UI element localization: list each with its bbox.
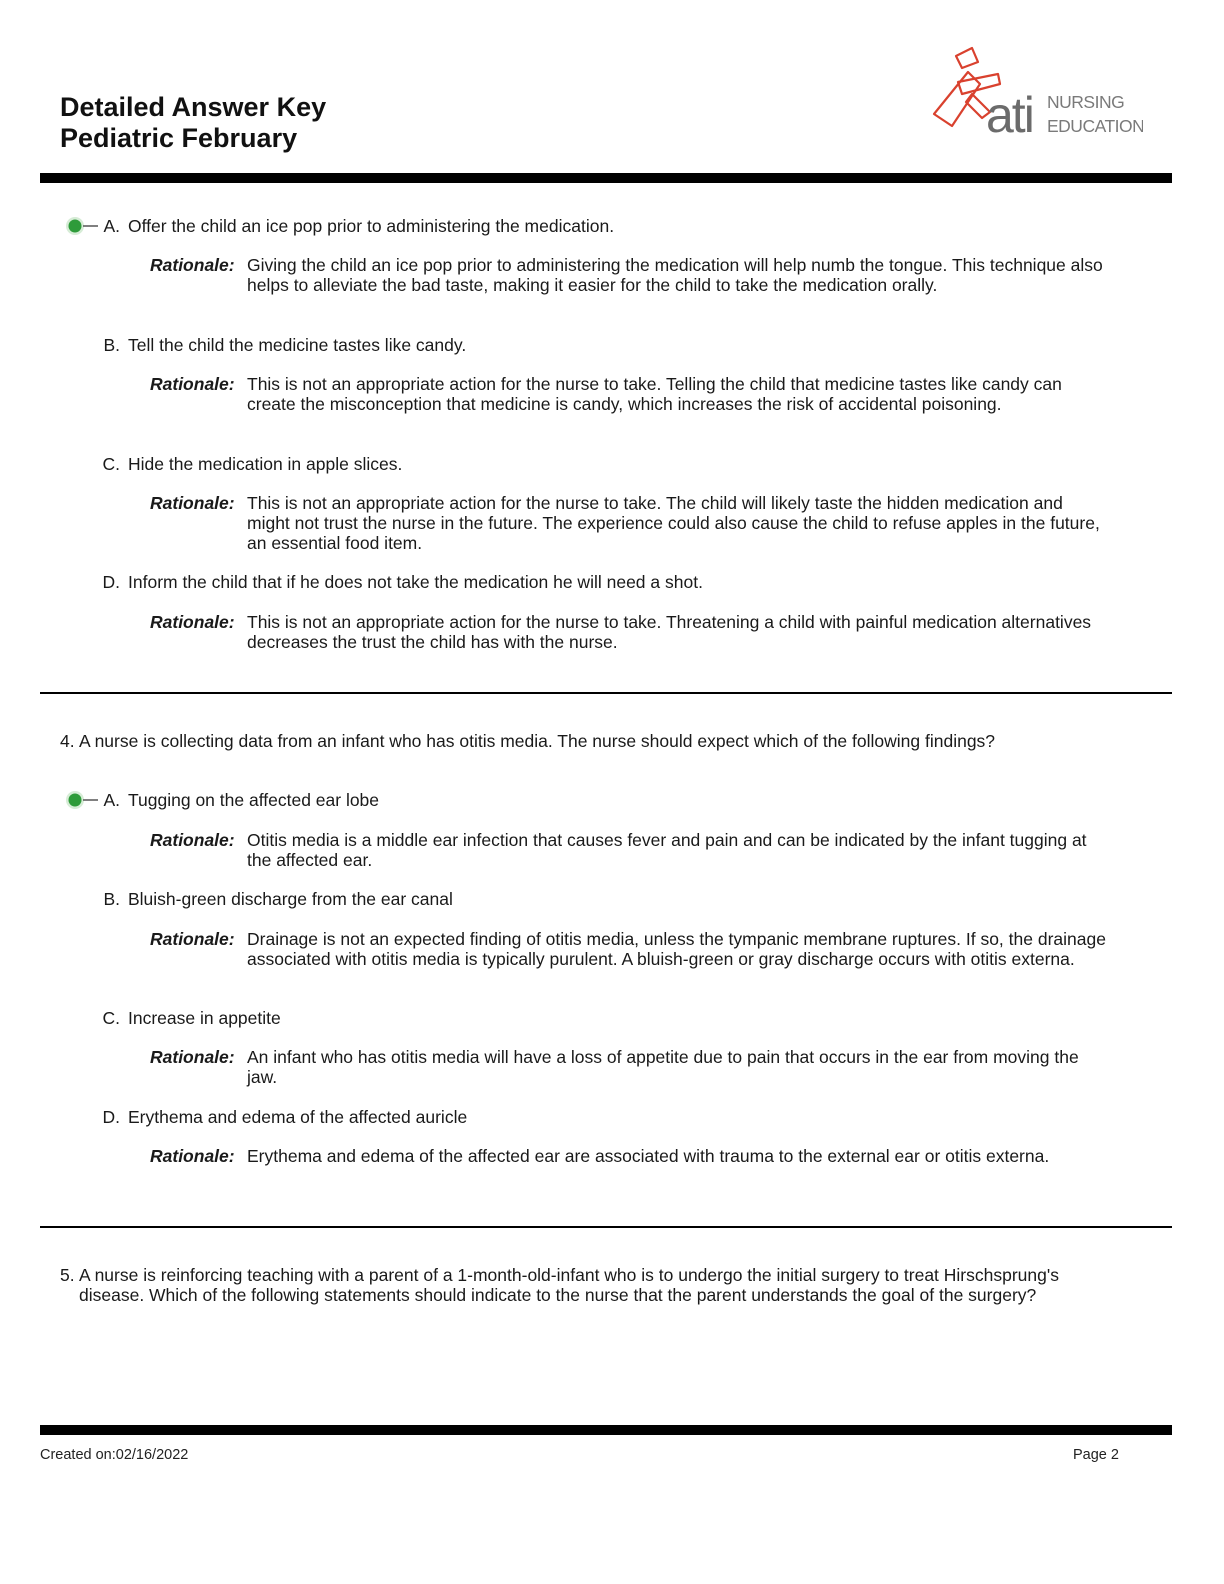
rationale-label: Rationale: <box>150 255 235 275</box>
correct-answer-icon <box>62 790 98 810</box>
header-divider <box>40 173 1172 183</box>
option-letter: A. <box>103 790 120 810</box>
option-text: Inform the child that if he does not take the medication he will need a shot. <box>128 572 703 592</box>
rationale-text: Drainage is not an expected finding of otitis media, unless the tympanic membrane ruptures. If so, the drainage associated with otitis media is typically purulent. A bluish-green or gray discharge occurs with otitis externa. <box>247 929 1106 969</box>
page-number: Page 2 <box>1073 1447 1119 1463</box>
question-divider <box>40 1226 1172 1228</box>
rationale-label: Rationale: <box>150 929 235 949</box>
option-letter: C. <box>102 1008 120 1028</box>
option-text: Hide the medication in apple slices. <box>128 454 403 474</box>
document-title <box>60 92 326 154</box>
option-text: Tugging on the affected ear lobe <box>128 790 380 810</box>
question-text: A nurse is collecting data from an infant who has otitis media. The nurse should expect which of the following findings? <box>79 731 996 751</box>
option-letter: D. <box>102 572 120 592</box>
question-number: 5. <box>60 1265 75 1285</box>
rationale-label: Rationale: <box>150 374 235 394</box>
correct-answer-icon <box>62 216 98 236</box>
option-letter: C. <box>102 454 120 474</box>
option-text: Erythema and edema of the affected auricle <box>128 1107 468 1127</box>
logo-nursing-text: NURSING <box>1047 92 1125 112</box>
option-letter: B. <box>103 889 120 909</box>
option-text: Offer the child an ice pop prior to administering the medication. <box>128 216 615 236</box>
ati-logo-graphic <box>928 42 1143 142</box>
ati-nursing-education-logo <box>928 42 1143 142</box>
rationale-label: Rationale: <box>150 1047 235 1067</box>
rationale-label: Rationale: <box>150 1146 235 1166</box>
rationale-text: Giving the child an ice pop prior to administering the medication will help numb the tongue. This technique also helps to alleviate the bad taste, making it easier for the child to take the medication orally. <box>247 255 1103 295</box>
rationale-text: An infant who has otitis media will have a loss of appetite due to pain that occurs in the ear from moving the jaw. <box>247 1047 1079 1087</box>
rationale-label: Rationale: <box>150 493 235 513</box>
question-number: 4. <box>60 731 75 751</box>
rationale-text: Erythema and edema of the affected ear are associated with trauma to the external ear or otitis externa. <box>247 1146 1050 1166</box>
rationale-label: Rationale: <box>150 612 235 632</box>
option-text: Increase in appetite <box>128 1008 281 1028</box>
logo-education-text: EDUCATION <box>1047 116 1143 136</box>
rationale-text: This is not an appropriate action for the nurse to take. Threatening a child with painful medication alternatives decreases the trust the child has with the nurse. <box>247 612 1092 652</box>
rationale-text: Otitis media is a middle ear infection that causes fever and pain and can be indicated by the infant tugging at the affected ear. <box>247 830 1087 870</box>
option-letter: D. <box>102 1107 120 1127</box>
question-divider <box>40 692 1172 694</box>
created-date: Created on:02/16/2022 <box>40 1447 189 1463</box>
rationale-text: This is not an appropriate action for the nurse to take. Telling the child that medicine tastes like candy can create the misconception that medicine is candy, which increases the risk of accidental poisoning. <box>247 374 1062 414</box>
logo-brand-text: ati <box>986 87 1033 142</box>
footer-divider <box>40 1425 1172 1435</box>
rationale-text: This is not an appropriate action for the nurse to take. The child will likely taste the hidden medication and might not trust the nurse in the future. The experience could also cause the child to refuse apples in the future, an essential food item. <box>247 493 1100 553</box>
option-letter: A. <box>103 216 120 236</box>
title-line-1: Detailed Answer Key <box>60 92 327 122</box>
option-letter: B. <box>103 335 120 355</box>
option-text: Bluish-green discharge from the ear canal <box>128 889 453 909</box>
question-text: A nurse is reinforcing teaching with a parent of a 1-month-old-infant who is to undergo the initial surgery to treat Hirschsprung's disease. Which of the following statements should indicate to the nurse that the parent understands the goal of the surgery? <box>79 1265 1059 1305</box>
title-line-2: Pediatric February <box>60 123 298 153</box>
rationale-label: Rationale: <box>150 830 235 850</box>
option-text: Tell the child the medicine tastes like candy. <box>128 335 467 355</box>
